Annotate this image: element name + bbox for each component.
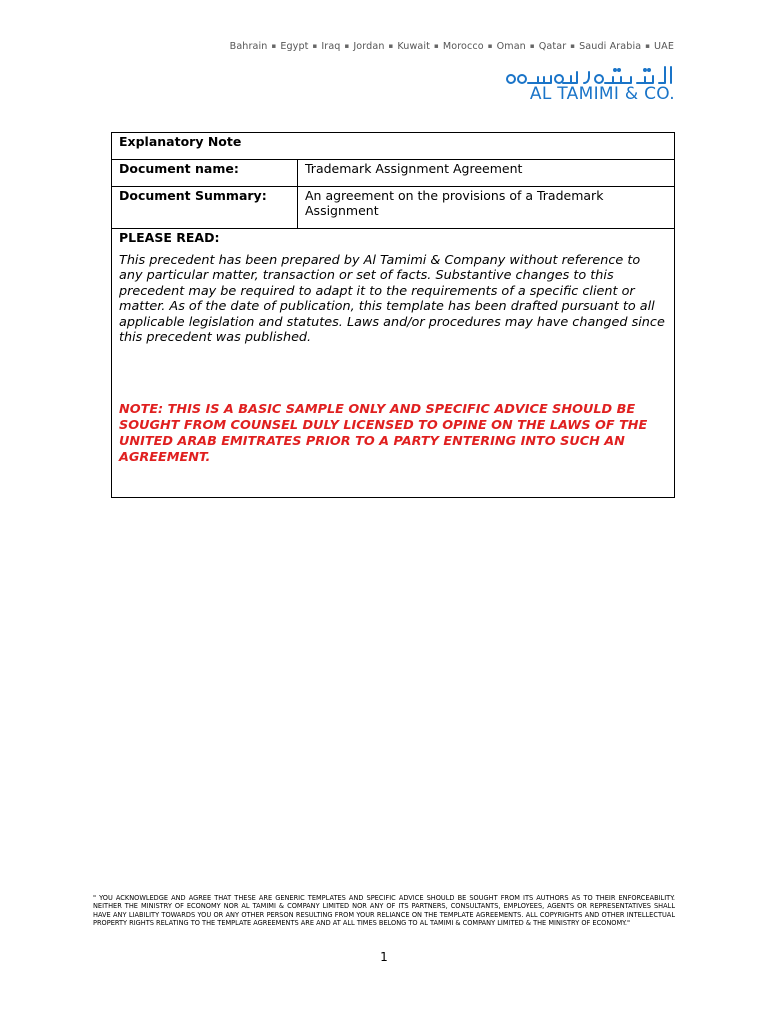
footer-disclaimer: " YOU ACKNOWLEDGE AND AGREE THAT THESE ARE GENERIC TEMPLATES AND SPECIFIC ADVICE SHOULD BE SOUGHT FROM ITS AUTHORS AS TO THEIR ENFORCEABILITY. NEITHER THE MINISTRY OF ECONOMY NOR AL TAMIMI & COMPANY LIMITED NOR ANY OF ITS PARTNERS, CONSULTANTS, EMPLOYEES, AGENTS OR REPRESENTATIVES SHALL HAVE ANY LIABILITY TOWARDS YOU OR ANY OTHER PERSON RESULTING FROM YOUR RELIANCE ON THE TEMPLATE AGREEMENTS. ALL COPYRIGHTS AND OTHER INTELLECTUAL PROPERTY RIGHTS RELATING TO THE TEMPLATE AGREEMENTS ARE AND AT ALL TIMES BELONG TO AL TAMIMI & COMPANY LIMITED & THE MINISTRY OF ECONOMY." bbox=[93, 894, 675, 928]
please-read-heading: PLEASE READ: bbox=[119, 230, 220, 245]
arabic-logo-wordmark bbox=[505, 64, 675, 86]
warning-note: NOTE: THIS IS A BASIC SAMPLE ONLY AND SPECIFIC ADVICE SHOULD BE SOUGHT FROM COUNSEL DULY LICENSED TO OPINE ON THE LAWS OF THE UNITED ARAB EMITRATES PRIOR TO A PARTY ENTERING INTO SUCH AN AGREEMENT. bbox=[119, 402, 648, 466]
country-separator: ▪ bbox=[434, 42, 439, 50]
country-item: Egypt bbox=[280, 41, 309, 52]
page-number: 1 bbox=[380, 950, 388, 964]
country-separator: ▪ bbox=[529, 42, 535, 50]
explanatory-note-table bbox=[111, 132, 675, 498]
country-item: Bahrain bbox=[229, 41, 268, 52]
summary-label-cell bbox=[112, 187, 298, 229]
country-item: Qatar bbox=[538, 41, 567, 52]
country-item: Oman bbox=[496, 41, 526, 52]
doc-name-value: Trademark Assignment Agreement bbox=[305, 161, 523, 176]
please-read-cell bbox=[112, 229, 675, 498]
please-read-body: This precedent has been prepared by Al Tamimi & Company without reference to any particular matter, transaction or set of facts. Substantive changes to this precedent may be required to adapt it to the requirements of a specific client or matter. As of the date of publication, this template has been drafted pursuant to all applicable legislation and statutes. Laws and/or procedures may have changed since this precedent was published. bbox=[119, 253, 665, 346]
country-separator: ▪ bbox=[312, 42, 318, 50]
country-item: Jordan bbox=[353, 41, 385, 52]
country-separator: ▪ bbox=[645, 42, 651, 50]
doc-name-value-cell bbox=[298, 160, 675, 187]
country-separator: ▪ bbox=[344, 42, 350, 50]
summary-value: An agreement on the provisions of a Trademark Assignment bbox=[305, 188, 604, 218]
al-tamimi-logo bbox=[505, 64, 675, 103]
doc-name-label: Document name: bbox=[119, 161, 239, 176]
doc-name-label-cell bbox=[112, 160, 298, 187]
country-item: Morocco bbox=[442, 41, 484, 52]
country-separator: ▪ bbox=[487, 42, 493, 50]
summary-value-cell bbox=[298, 187, 675, 229]
country-item: Kuwait bbox=[397, 41, 431, 52]
table-title-cell bbox=[112, 133, 675, 160]
country-item: Saudi Arabia bbox=[579, 41, 642, 52]
summary-label: Document Summary: bbox=[119, 188, 267, 203]
country-item: UAE bbox=[654, 41, 674, 52]
country-separator: ▪ bbox=[570, 42, 576, 50]
country-item: Iraq bbox=[321, 41, 341, 52]
country-separator: ▪ bbox=[388, 42, 394, 50]
logo-english-text: AL TAMIMI & CO. bbox=[529, 84, 675, 104]
table-title: Explanatory Note bbox=[119, 134, 242, 149]
country-list bbox=[230, 41, 674, 52]
country-separator: ▪ bbox=[271, 42, 277, 50]
